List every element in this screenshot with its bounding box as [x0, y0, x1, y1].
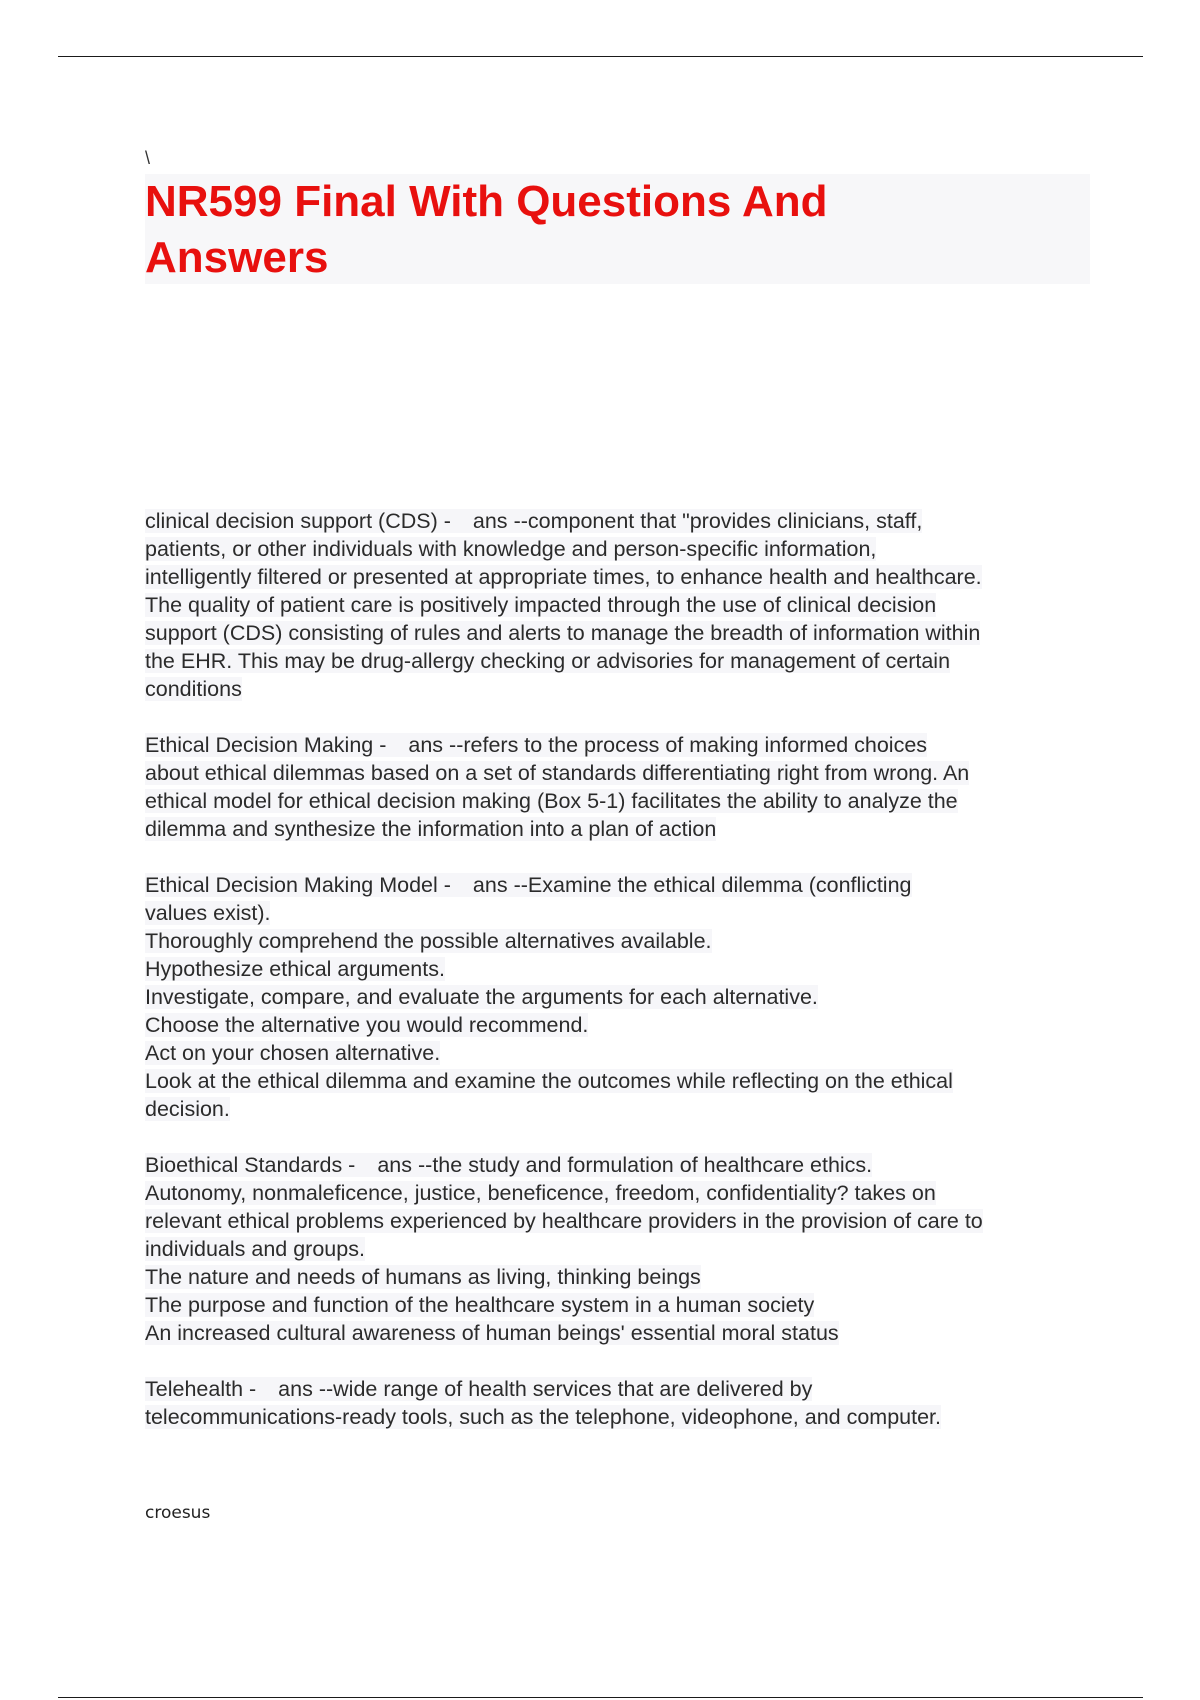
answer-line: --Examine the ethical dilemma (conflicting [513, 873, 912, 897]
answer-line: dilemma and synthesize the information into a plan of action [145, 817, 717, 841]
term: clinical decision support (CDS) - [145, 509, 451, 533]
qa-entry-cds [145, 507, 1095, 703]
qa-entry-bioethical-standards [145, 1151, 1095, 1347]
answer-line: Hypothesize ethical arguments. [145, 957, 445, 981]
answer-marker: ans [472, 509, 508, 533]
answer-line: values exist). [145, 901, 271, 925]
qa-entry-ethical-decision-making [145, 731, 1095, 843]
answer-line: Choose the alternative you would recommend. [145, 1013, 589, 1037]
answer-line: An increased cultural awareness of human beings' essential moral status [145, 1321, 839, 1345]
answer-line: about ethical dilemmas based on a set of standards differentiating right from wrong. An [145, 761, 970, 785]
title-line-1: NR599 Final With Questions And [145, 177, 828, 226]
answer-line: the EHR. This may be drug-allergy checking or advisories for management of certain [145, 649, 951, 673]
answer-line: intelligently filtered or presented at appropriate times, to enhance health and healthcare. [145, 565, 982, 589]
answer-line: support (CDS) consisting of rules and alerts to manage the breadth of information within [145, 621, 981, 645]
answer-line: The purpose and function of the healthcare system in a human society [145, 1293, 815, 1317]
answer-marker: ans [377, 1153, 413, 1177]
answer-line: The quality of patient care is positively impacted through the use of clinical decision [145, 593, 937, 617]
qa-content [145, 507, 1095, 1459]
answer-marker: ans [278, 1377, 313, 1401]
footer-brand: croesus [145, 1503, 211, 1523]
term: Bioethical Standards - [145, 1153, 356, 1177]
answer-line: --wide range of health services that are delivered by [318, 1377, 813, 1401]
answer-line: Investigate, compare, and evaluate the arguments for each alternative. [145, 985, 818, 1009]
answer-line: Autonomy, nonmaleficence, justice, beneficence, freedom, confidentiality? takes on [145, 1181, 936, 1205]
answer-line: relevant ethical problems experienced by healthcare providers in the provision of care to [145, 1209, 983, 1233]
answer-line: conditions [145, 677, 242, 701]
answer-line: --the study and formulation of healthcare ethics. [418, 1153, 873, 1177]
stray-backslash: \ [145, 148, 151, 168]
term: Ethical Decision Making Model - [145, 873, 451, 897]
term: Telehealth - [145, 1377, 257, 1401]
answer-line: The nature and needs of humans as living, thinking beings [145, 1265, 701, 1289]
document-title [145, 174, 945, 286]
answer-line: Act on your chosen alternative. [145, 1041, 441, 1065]
qa-entry-ethical-decision-making-model [145, 871, 1095, 1123]
answer-line: patients, or other individuals with knowledge and person-specific information, [145, 537, 877, 561]
qa-entry-telehealth [145, 1375, 1095, 1431]
answer-line: --component that "provides clinicians, staff, [513, 509, 923, 533]
answer-line: Thoroughly comprehend the possible alternatives available. [145, 929, 712, 953]
answer-line: Look at the ethical dilemma and examine the outcomes while reflecting on the ethical [145, 1069, 953, 1093]
answer-marker: ans [408, 733, 444, 757]
term: Ethical Decision Making - [145, 733, 387, 757]
title-block [145, 174, 1090, 284]
answer-line: telecommunications-ready tools, such as the telephone, videophone, and computer. [145, 1405, 941, 1429]
bottom-rule [58, 1697, 1143, 1698]
answer-line: decision. [145, 1097, 230, 1121]
answer-line: individuals and groups. [145, 1237, 365, 1261]
answer-marker: ans [472, 873, 508, 897]
answer-line: ethical model for ethical decision making (Box 5-1) facilitates the ability to analyze the [145, 789, 958, 813]
answer-line: --refers to the process of making informed choices [449, 733, 928, 757]
title-line-2: Answers [145, 233, 329, 282]
top-rule [58, 56, 1143, 57]
